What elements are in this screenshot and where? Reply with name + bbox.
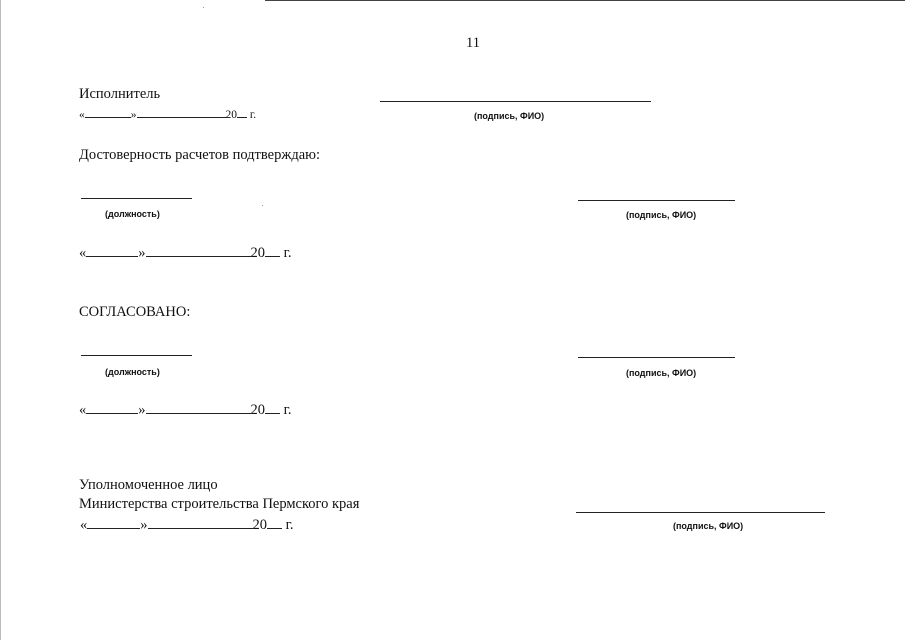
date-year-suffix: г. <box>285 517 294 533</box>
date-year-prefix: 20 <box>252 517 267 533</box>
scan-speck <box>262 205 263 206</box>
date-month-field[interactable] <box>146 402 251 414</box>
date-quote-close: » <box>140 517 148 533</box>
scan-edge <box>0 0 1 640</box>
verification-position-caption: (должность) <box>105 209 160 219</box>
date-month-field[interactable] <box>146 245 251 257</box>
executor-signature-line[interactable] <box>380 101 651 102</box>
date-quote-open: « <box>80 517 88 533</box>
date-quote-open: « <box>79 402 87 418</box>
authorized-signature-line[interactable] <box>576 512 825 513</box>
date-quote-close: » <box>138 245 146 261</box>
date-year-field[interactable] <box>237 106 247 118</box>
authorized-signature-caption: (подпись, ФИО) <box>673 521 744 531</box>
authorized-title-line1: Уполномоченное лицо <box>79 477 218 493</box>
date-month-field[interactable] <box>137 106 226 118</box>
executor-signature-caption: (подпись, ФИО) <box>474 111 545 121</box>
date-day-field[interactable] <box>85 106 131 118</box>
verification-signature-caption: (подпись, ФИО) <box>626 210 697 220</box>
agreed-signature-line[interactable] <box>578 357 735 358</box>
date-day-field[interactable] <box>86 402 138 414</box>
date-year-prefix: 20 <box>250 402 265 418</box>
date-year-suffix: г. <box>283 245 292 261</box>
date-quote-close: » <box>138 402 146 418</box>
date-year-prefix: 20 <box>225 109 237 121</box>
date-year-field[interactable] <box>265 402 280 414</box>
date-day-field[interactable] <box>87 517 140 529</box>
verification-position-line[interactable] <box>81 198 192 199</box>
scan-speck <box>203 7 204 8</box>
page-number: 11 <box>466 35 480 51</box>
date-year-suffix: г. <box>249 109 257 121</box>
date-month-field[interactable] <box>148 517 253 529</box>
date-year-prefix: 20 <box>250 245 265 261</box>
agreed-signature-caption: (подпись, ФИО) <box>626 368 697 378</box>
agreed-date <box>79 402 292 418</box>
authorized-title-line2: Министерства строительства Пермского края <box>79 496 360 512</box>
verification-signature-line[interactable] <box>578 200 735 201</box>
date-year-suffix: г. <box>283 402 292 418</box>
scan-edge-top <box>265 0 905 1</box>
date-year-field[interactable] <box>265 245 280 257</box>
date-quote-open: « <box>79 109 85 121</box>
agreed-position-line[interactable] <box>81 355 192 356</box>
date-day-field[interactable] <box>86 245 138 257</box>
verification-heading: Достоверность расчетов подтверждаю: <box>79 147 321 163</box>
executor-label: Исполнитель <box>79 86 161 102</box>
authorized-date <box>80 517 294 533</box>
executor-date <box>79 106 256 122</box>
date-year-field[interactable] <box>267 517 282 529</box>
date-quote-close: » <box>130 109 137 121</box>
agreed-heading: СОГЛАСОВАНО: <box>79 304 191 320</box>
date-quote-open: « <box>79 245 87 261</box>
verification-date <box>79 245 292 261</box>
agreed-position-caption: (должность) <box>105 367 160 377</box>
